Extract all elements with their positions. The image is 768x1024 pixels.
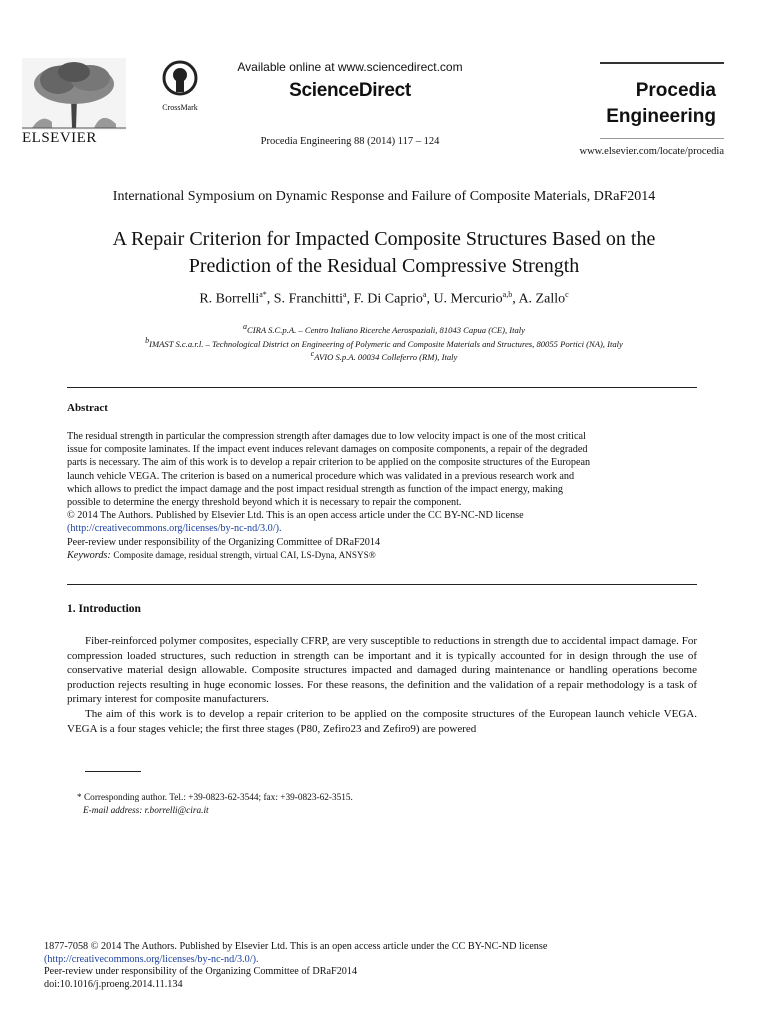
- author-list: [40, 290, 728, 308]
- publisher-name: ELSEVIER: [22, 130, 97, 146]
- affiliation-sup: c: [310, 349, 315, 358]
- footnote-rule: [85, 771, 141, 772]
- author-sup: a*: [259, 290, 267, 299]
- journal-url-link[interactable]: www.elsevier.com/locate/procedia: [579, 146, 724, 157]
- copyright-line: © 2014 The Authors. Published by Elsevier Ltd. This is an open access article under the CC BY-NC-ND license: [67, 510, 524, 522]
- section-heading-introduction: 1. Introduction: [67, 603, 141, 615]
- crossmark-icon: [162, 60, 198, 96]
- abstract-body: [67, 430, 697, 562]
- paragraph: Fiber-reinforced polymer composites, especially CFRP, are very susceptible to reductions in strength due to accidental impact damage. For compression loaded structures, such reduction in strength can be important and it is typically accounted for in design through the use of conservative material design allowable. Composite structures impacted and damaged during maintenance or handling operations become production rejects resulting in huge economic losses. For these reasons, the definition and the validation of a repair methodology is a task of primary interest for composite manufacturers.: [67, 635, 697, 706]
- abstract-line: possible to determine the energy threshold beyond which it is necessary to repair the component.: [67, 497, 462, 509]
- bottom-peer-review: Peer-review under responsibility of the Organizing Committee of DRaF2014: [44, 966, 358, 978]
- crossmark-label: CrossMark: [162, 103, 198, 112]
- introduction-body: [67, 634, 697, 736]
- bottom-license-link[interactable]: (http://creativecommons.org/licenses/by-nc-nd/3.0/).: [44, 953, 259, 965]
- peer-review-line: Peer-review under responsibility of the Organizing Committee of DRaF2014: [67, 536, 381, 548]
- author-name[interactable]: S. Franchitti: [273, 291, 344, 307]
- author-separator: ,: [512, 291, 519, 307]
- author-name[interactable]: U. Mercurio: [433, 291, 503, 307]
- abstract-line: The residual strength in particular the compression strength after damages due to low velocity impact is one of the most critical: [67, 431, 586, 442]
- email-line: [77, 805, 677, 818]
- affiliation-b: [40, 336, 728, 349]
- keywords-label: Keywords:: [67, 549, 111, 561]
- author-name[interactable]: F. Di Caprio: [353, 291, 423, 307]
- abstract-top-rule: [67, 387, 697, 388]
- paragraph: The aim of this work is to develop a repair criterion to be applied on the composite structures of the European launch vehicle VEGA. VEGA is a four stages vehicle; the first three stages (P80, Zefiro23 and Zefiro9) are powered: [67, 707, 697, 735]
- affiliation-a: [40, 322, 728, 335]
- paper-title-line1: A Repair Criterion for Impacted Composite Structures Based on the: [112, 228, 656, 250]
- author-name[interactable]: A. Zallo: [518, 291, 566, 307]
- abstract-line: launch vehicle VEGA. The criterion is based on a numerical procedure which was validated in a previous research work and: [67, 470, 575, 482]
- symposium-name: International Symposium on Dynamic Response and Failure of Composite Materials, DRaF2014: [112, 189, 656, 204]
- affiliation-sup: b: [145, 336, 150, 345]
- abstract-heading: Abstract: [67, 402, 108, 414]
- affiliation-text: CIRA S.C.p.A. – Centro Italiano Ricerche Aerospaziali, 81043 Capua (CE), Italy: [247, 324, 525, 335]
- issn-line: 1877-7058 © 2014 The Authors. Published by Elsevier Ltd. This is an open access article under the CC BY-NC-ND license: [44, 941, 548, 952]
- doi-link[interactable]: doi:10.1016/j.proeng.2014.11.134: [44, 978, 183, 990]
- paper-title-line2: Prediction of the Residual Compressive Strength: [188, 255, 580, 277]
- email-label: E-mail address:: [83, 805, 143, 816]
- author-sup: a: [343, 290, 347, 299]
- keywords-text: Composite damage, residual strength, virtual CAI, LS-Dyna, ANSYS®: [113, 549, 376, 560]
- paper-title: [40, 226, 728, 280]
- available-online-link[interactable]: Available online at www.sciencedirect.com: [237, 60, 463, 74]
- email-link[interactable]: r.borrelli@cira.it: [144, 805, 209, 816]
- author-sup: a: [422, 290, 427, 299]
- abstract-line: which allows to predict the impact damage and the post impact residual strength as function of the impact energy, making: [67, 483, 563, 495]
- author-sup: a,b: [502, 290, 513, 299]
- affiliation-sup: a: [243, 322, 247, 331]
- affiliation-c: [40, 349, 728, 362]
- keywords-line: [67, 549, 697, 562]
- author-name[interactable]: R. Borrelli: [199, 291, 260, 307]
- journal-citation: Procedia Engineering 88 (2014) 117 – 124: [260, 136, 440, 147]
- bottom-license-block: [44, 941, 724, 991]
- abstract-bottom-rule: [67, 584, 697, 585]
- license-link[interactable]: (http://creativecommons.org/licenses/by-nc-nd/3.0/).: [67, 523, 282, 535]
- author-sup: c: [565, 290, 569, 299]
- author-separator: ,: [266, 291, 274, 307]
- journal-title-box: [600, 62, 724, 139]
- affiliation-text: AVIO S.p.A. 00034 Colleferro (RM), Italy: [314, 351, 458, 362]
- journal-title-line1: Procedia: [635, 80, 716, 101]
- journal-title-line2: Engineering: [606, 106, 716, 127]
- abstract-line: parts is necessary. The aim of this work is to develop a repair criterion to be applied on the composite structures of the European: [67, 457, 591, 469]
- corresponding-author: * Corresponding author. Tel.: +39-0823-62-3544; fax: +39-0823-62-3515.: [77, 793, 353, 803]
- footnotes: [77, 792, 677, 817]
- author-separator: ,: [346, 291, 354, 307]
- author-separator: ,: [426, 291, 434, 307]
- affiliation-text: IMAST S.c.a.r.l. – Technological District on Engineering of Polymeric and Composite Materials and Structures, 80055 Portici (NA), Italy: [149, 338, 623, 349]
- sciencedirect-logo[interactable]: ScienceDirect: [289, 80, 411, 101]
- abstract-line: issue for composite laminates. If the impact event induces relevant damages on composite components, a repair of the degraded: [67, 444, 588, 456]
